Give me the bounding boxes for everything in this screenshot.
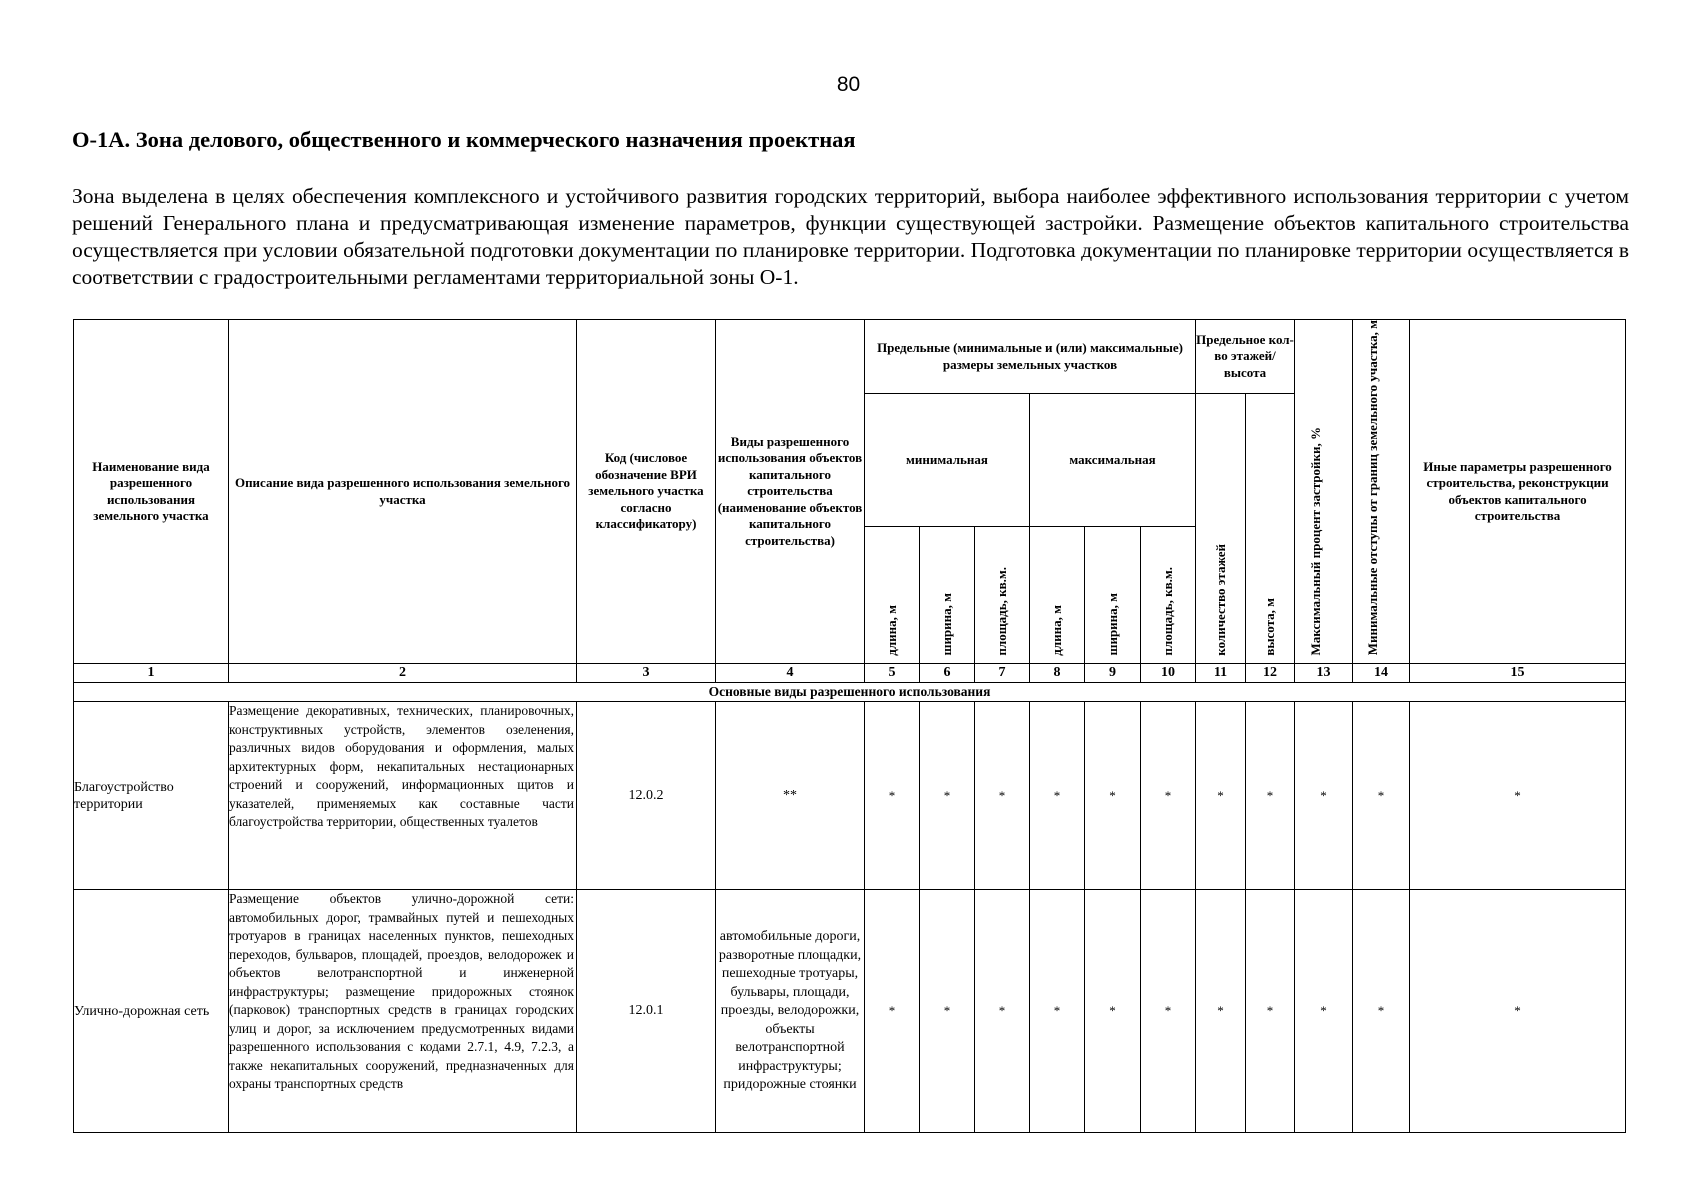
param-value: * — [1085, 890, 1141, 1133]
column-number: 9 — [1085, 664, 1141, 683]
column-number: 14 — [1353, 664, 1410, 683]
column-number: 7 — [975, 664, 1030, 683]
header-min-width-cell — [920, 527, 975, 664]
zone-description: Зона выделена в целях обеспечения комплексного и устойчивого развития городских территорий, выбора наиболее эффективного использования территории с учетом решений Генерального плана и предусматривающая изменение параметров, функции существующей застройки. Размещение объектов капитального строительства осуществляется при условии обязательной подготовки документации по планировке территории. Подготовка документации по планировке территории осуществляется в соответствии с градостроительными регламентами территориальной зоны О-1. — [72, 184, 1629, 289]
column-number: 5 — [865, 664, 920, 683]
section-title: Основные виды разрешенного использования — [74, 683, 1626, 702]
header-min-area: площадь, кв.м. — [994, 566, 1009, 656]
header-max-width: ширина, м — [1104, 592, 1120, 656]
capital-objects: автомобильные дороги, разворотные площадки, пешеходные тротуары, бульвары, площади, проезды, велодорожки, объекты велотранспортной инфраструктуры; придорожные стоянки — [716, 890, 865, 1133]
activity-code: 12.0.1 — [577, 890, 716, 1133]
param-value: * — [1410, 890, 1626, 1133]
param-value: * — [1353, 702, 1410, 890]
header-max-percent: Максимальный процент застройки, % — [1307, 426, 1323, 656]
header-max-width-cell — [1085, 527, 1141, 664]
activity-description: Размещение объектов улично-дорожной сети: автомобильных дорог, трамвайных путей и пешеходных тротуаров в границах населенных пунктов, пешеходных переходов, бульваров, площадей, проездов, велодорожек и объектов велотранспортной и инженерной инфраструктуры; размещение придорожных стоянок (парковок) транспортных средств в границах городских улиц и дорог, за исключением предусмотренных видами разрешенного использования с кодами 2.7.1, 4.9, 7.2.3, а также некапитальных сооружений, предназначенных для охраны транспортных средств — [229, 890, 577, 1133]
param-value: * — [1030, 702, 1085, 890]
page-number: 80 — [836, 73, 861, 96]
header-max-area: площадь, кв.м. — [1160, 566, 1176, 656]
column-number: 10 — [1141, 664, 1196, 683]
header-activity-description: Описание вида разрешенного использования земельного участка — [229, 320, 577, 664]
zone-title: О-1А. Зона делового, общественного и коммерческого назначения проектная — [72, 127, 856, 152]
column-number: 11 — [1196, 664, 1246, 683]
header-height-cell — [1246, 394, 1295, 664]
header-code: Код (числовое обозначение ВРИ земельного участка согласно классификатору) — [577, 320, 716, 664]
param-value: * — [975, 702, 1030, 890]
header-capital-objects: Виды разрешенного использования объектов капитального строительства (наименование объектов капитального строительства) — [716, 320, 865, 664]
header-row-1 — [74, 320, 1626, 394]
activity-name: Благоустройство территории — [74, 702, 229, 890]
header-max-length: длина, м — [1049, 604, 1064, 656]
param-value: * — [1141, 702, 1196, 890]
capital-objects: ** — [716, 702, 865, 890]
header-min-setback-cell — [1353, 320, 1410, 664]
section-row — [74, 683, 1626, 702]
header-other-params: Иные параметры разрешенного строительства, реконструкции объектов капитального строительства — [1410, 320, 1626, 664]
param-value: * — [1246, 702, 1295, 890]
param-value: * — [1295, 890, 1353, 1133]
param-value: * — [975, 890, 1030, 1133]
param-value: * — [1295, 702, 1353, 890]
column-numbers-row — [74, 664, 1626, 683]
param-value: * — [1196, 890, 1246, 1133]
header-min-setback: Минимальные отступы от границ земельного участка, м — [1365, 320, 1381, 656]
column-number: 1 — [74, 664, 229, 683]
param-value: * — [1141, 890, 1196, 1133]
param-value: * — [920, 890, 975, 1133]
activity-code: 12.0.2 — [577, 702, 716, 890]
header-min-length-cell — [865, 527, 920, 664]
column-number: 6 — [920, 664, 975, 683]
column-number: 2 — [229, 664, 577, 683]
param-value: * — [1030, 890, 1085, 1133]
header-floors-count-cell — [1196, 394, 1246, 664]
param-value: * — [1353, 890, 1410, 1133]
header-plot-sizes: Предельные (минимальные и (или) максимальные) размеры земельных участков — [865, 320, 1196, 394]
param-value: * — [865, 702, 920, 890]
column-number: 8 — [1030, 664, 1085, 683]
param-value: * — [1410, 702, 1626, 890]
activity-description: Размещение декоративных, технических, планировочных, конструктивных устройств, элементов озеленения, различных видов оборудования и оформления, малых архитектурных форм, некапитальных нестационарных строений и сооружений, информационных щитов и указателей, применяемых как составные части благоустройства территории, общественных туалетов — [229, 702, 577, 890]
table-row — [74, 702, 1626, 890]
header-height: высота, м — [1262, 597, 1278, 656]
header-min-area-cell — [975, 527, 1030, 664]
header-max-percent-cell — [1295, 320, 1353, 664]
header-floors-group: Предельное кол-во этажей/ высота — [1196, 320, 1295, 394]
column-number: 12 — [1246, 664, 1295, 683]
header-min-width: ширина, м — [939, 592, 954, 656]
param-value: * — [920, 702, 975, 890]
column-number: 15 — [1410, 664, 1626, 683]
header-floors-count: количество этажей — [1212, 543, 1228, 656]
column-number: 13 — [1295, 664, 1353, 683]
header-activity-name: Наименование вида разрешенного использования земельного участка — [74, 320, 229, 664]
header-max-area-cell — [1141, 527, 1196, 664]
table-row — [74, 890, 1626, 1133]
header-min-length: длина, м — [884, 604, 899, 656]
header-max-length-cell — [1030, 527, 1085, 664]
column-number: 4 — [716, 664, 865, 683]
column-number: 3 — [577, 664, 716, 683]
param-value: * — [865, 890, 920, 1133]
activity-name: Улично-дорожная сеть — [74, 890, 229, 1133]
header-maximum: максимальная — [1030, 394, 1196, 527]
header-minimum: минимальная — [865, 394, 1030, 527]
param-value: * — [1196, 702, 1246, 890]
param-value: * — [1246, 890, 1295, 1133]
regulations-table — [73, 319, 1626, 1133]
param-value: * — [1085, 702, 1141, 890]
